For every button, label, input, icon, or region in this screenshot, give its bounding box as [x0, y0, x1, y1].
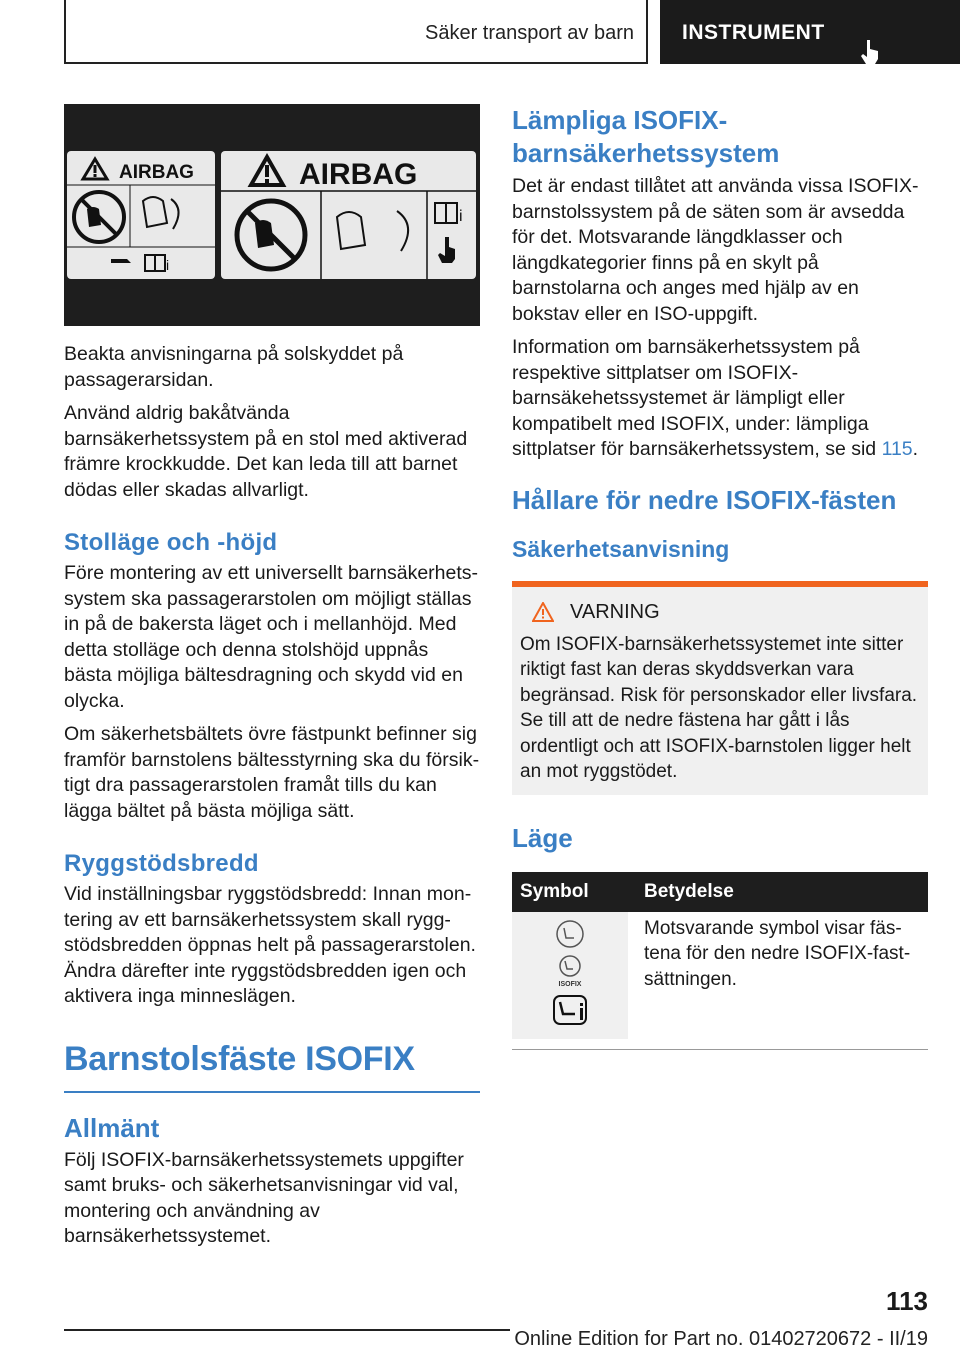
no-rear-facing-seat-icon: [237, 201, 305, 269]
airbag-label-small: [67, 151, 215, 279]
symbol-table: [512, 872, 928, 1040]
paragraph: Beakta anvisningarna på solskyddet på passagerarsidan.: [64, 343, 404, 391]
table-cell-meaning: Motsvarande symbol visar fästena för den nedre ISOFIX-fastsättningen.: [644, 917, 911, 990]
paragraph: Följ ISOFIX-barnsäkerhetssystemets uppgifter samt bruks- och säkerhetsanvisningar vid val, montering och användning av barnsäkerhetssystemet.: [64, 1148, 464, 1247]
chapter-tab[interactable]: [660, 0, 960, 64]
right-column: [512, 104, 928, 1050]
manual-book-icon: [435, 203, 463, 225]
paragraph: Använd aldrig bakåtvända barnsäkerhetssystem på en stol med aktiverad främre krockkudde. Det kan leda till att barnet dödas eller skadas allvarligt.: [64, 402, 468, 501]
airbag-label-text-small: AIRBAG: [119, 162, 194, 183]
edition-text: Online Edition for Part no. 01402720672 - II/19: [510, 1328, 928, 1351]
heading-lampliga-isofix: Lämpliga ISOFIX-barnsäkerhetssystem: [512, 105, 780, 168]
warning-triangle-icon: [251, 157, 283, 185]
warning-box: [512, 581, 928, 795]
left-column: [64, 104, 480, 1258]
airbag-label-text-large: AIRBAG: [299, 158, 418, 191]
paragraph: Vid inställningsbar ryggstödsbredd: Innan montering av ett barnsäkerhetssystem skall ryggstödsbredden öppnas helt på passagerarstolen. Ändra därefter inte ryggstödsbredden igen och aktivera inga minneslägen.: [64, 883, 476, 1007]
chapter-title: INSTRUMENT: [682, 21, 825, 44]
manual-book-icon: [145, 255, 169, 273]
heading-allmant: Allmänt: [64, 1112, 160, 1143]
pointing-hand-icon: [860, 26, 880, 92]
svg-text:i: i: [459, 208, 463, 225]
paragraph: [512, 335, 928, 463]
paragraph: Före montering av ett universellt barnsäkerhetssystem ska passagerarstolen om möjligt ställas in på de bakersta läget och i mellanhöjd. Med detta stolläge och denna stolshöjd uppnås bästa möjliga bältesdragning och skydd vid en olycka.: [64, 562, 479, 712]
warning-triangle-icon: [83, 159, 107, 179]
isofix-symbols-cell: [512, 912, 636, 1040]
svg-text:i: i: [166, 257, 170, 273]
section-title: Säker transport av barn: [64, 0, 648, 64]
heading-sakerhetsanvisning: Säkerhetsanvisning: [512, 535, 730, 562]
warning-triangle-icon: [532, 602, 554, 622]
paragraph: Om säkerhetsbältets övre fästpunkt befinner sig framför barnstolens bältesstyrning ska du försiktigt dra passagerarstolen framåt tills du kan lägga bältet på bästa möjliga sätt.: [64, 723, 480, 822]
airbag-deploy-icon: [337, 211, 408, 251]
warning-header: [520, 601, 920, 624]
airbag-label-large: [221, 151, 476, 279]
warning-title: VARNING: [570, 600, 660, 623]
table-row: [512, 912, 928, 1040]
heading-hallare-isofix: Hållare för nedre ISOFIX-fästen: [512, 484, 897, 515]
hand-pointing-icon: [438, 237, 455, 263]
airbag-warning-figure: [64, 104, 480, 326]
paragraph-text: .: [912, 438, 919, 460]
isofix-seat-icon: [557, 921, 583, 947]
page-reference-link[interactable]: 115: [881, 438, 913, 460]
heading-barnstolsfaste-isofix: Barnstolsfäste ISOFIX: [64, 1040, 480, 1093]
heading-ryggstodsbredd: Ryggstödsbredd: [64, 850, 259, 877]
table-bottom-rule: [512, 1039, 928, 1050]
hand-pointing-icon: [111, 259, 131, 263]
warning-text: Om ISOFIX-barnsäkerhetssystemet inte sitter riktigt fast kan deras skyddsverkan vara begränsad. Risk för personskador eller livsfara. Se till att de nedre fästena har gått i lås ordentligt och att ISOFIX-barnstolen ligger helt an mot ryggstödet.: [520, 633, 918, 782]
no-rear-facing-seat-icon: [74, 192, 124, 242]
heading-stollage: Stolläge och -höjd: [64, 529, 278, 556]
table-header-symbol: Symbol: [512, 872, 636, 912]
heading-lage: Läge: [512, 822, 573, 853]
isofix-icon-label: ISOFIX: [558, 980, 582, 988]
table-header-meaning: Betydelse: [636, 872, 928, 912]
isofix-seat-icon: [559, 956, 582, 988]
page-number: 113: [886, 1286, 928, 1316]
airbag-deploy-icon: [130, 185, 179, 247]
isofix-seat-info-icon: [554, 996, 586, 1024]
paragraph-text: Information om barnsäkerhetssystem på respektive sittplatser om ISOFIX-barnsäkehetssystemet är lämpligt eller kompatibelt med ISOFIX, under: lämpliga sittplatser för barnsäkerhetssystem, se sid: [512, 336, 882, 460]
page-header: [64, 0, 960, 66]
paragraph: Det är endast tillåtet att använda vissa ISOFIX-barnstolssystem på de säten som är avsedda för det. Motsvarande längdklasser och längdkategorier finns på en skylt på barnstolarna och anges med hjälp av en bokstav eller en ISO-uppgift.: [512, 175, 919, 325]
